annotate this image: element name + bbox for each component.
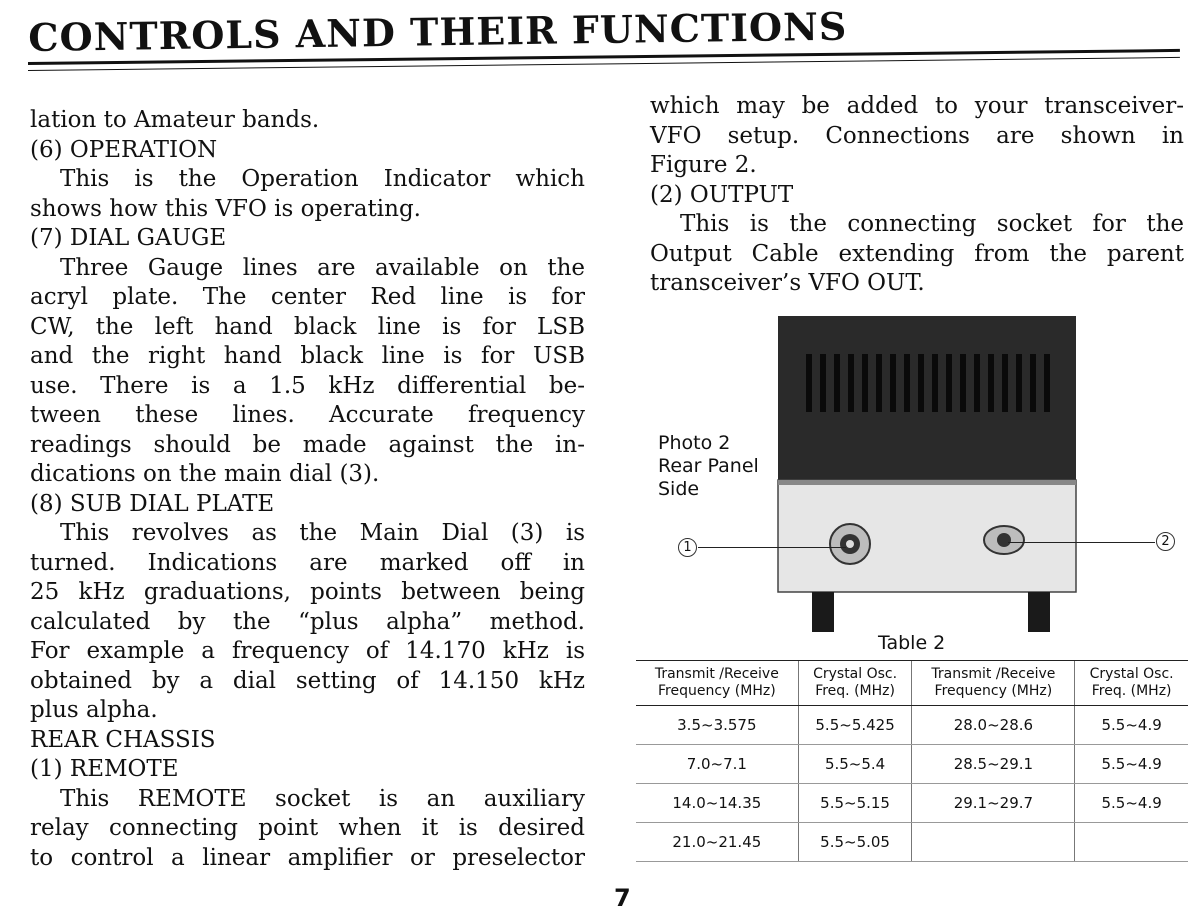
table-cell: 28.0~28.6 [912, 706, 1075, 745]
section-heading-operation: (6) OPERATION [30, 136, 218, 163]
text-line: turned. Indications are marked off in [30, 549, 585, 576]
table-cell: 5.5~4.9 [1075, 745, 1188, 784]
text-line: Output Cable extending from the parent [650, 240, 1184, 267]
table-cell [1075, 823, 1188, 862]
table-header-cell [798, 661, 912, 706]
text-line: use. There is a 1.5 kHz differential be- [30, 372, 585, 399]
text-line: acryl plate. The center Red line is for [30, 284, 585, 310]
table-cell: 5.5~5.425 [798, 706, 912, 745]
text-line: plus alpha. [30, 697, 158, 723]
text-line: obtained by a dial setting of 14.150 kHz [30, 667, 585, 694]
table-cell: 5.5~4.9 [1075, 784, 1188, 823]
rear-panel-photo [776, 314, 1078, 632]
left-column [30, 106, 585, 873]
header-line: Transmit /Receive [654, 666, 779, 682]
section-heading-sub-dial-plate: (8) SUB DIAL PLATE [30, 490, 275, 517]
table-row [636, 706, 1188, 745]
text-line: CW, the left hand black line is for LSB [30, 313, 585, 340]
photo-caption [658, 432, 759, 501]
section-heading-dial-gauge: (7) DIAL GAUGE [30, 225, 227, 251]
text-line: This is the connecting socket for the [680, 211, 1184, 237]
right-column [650, 92, 1184, 299]
header-line: Freq. (MHz) [1091, 683, 1172, 699]
photo-caption-line: Rear Panel [658, 455, 759, 477]
callout-1-leader [698, 547, 846, 548]
text-line: transceiver’s VFO OUT. [650, 270, 925, 296]
table-cell: 21.0~21.45 [636, 823, 798, 862]
text-line: This revolves as the Main Dial (3) is [60, 520, 585, 546]
table-header-cell [912, 661, 1075, 706]
text-line: which may be added to your transceiver- [650, 93, 1184, 119]
frequency-table [636, 660, 1188, 862]
page-number: 7 [614, 884, 631, 912]
text-line: tween these lines. Accurate frequency [30, 402, 585, 428]
header-line: Frequency (MHz) [658, 683, 776, 699]
text-line: 25 kHz graduations, points between being [30, 579, 585, 605]
table-cell: 5.5~5.15 [798, 784, 912, 823]
table-title: Table 2 [878, 632, 946, 654]
section-heading-output: (2) OUTPUT [650, 181, 794, 208]
text-line: calculated by the “plus alpha” method. [30, 608, 585, 635]
header-line: Frequency (MHz) [934, 683, 1053, 699]
text-line: Three Gauge lines are available on the [60, 254, 585, 281]
callout-1-badge: 1 [678, 538, 697, 557]
text-line: This is the Operation Indicator which [60, 166, 585, 192]
header-line: Transmit /Receive [931, 666, 1056, 682]
text-line: readings should be made against the in- [30, 431, 585, 458]
text-line: dications on the main dial (3). [30, 461, 380, 487]
page-title: CONTROLS AND THEIR FUNCTIONS [28, 3, 848, 60]
table-header-row [636, 661, 1188, 706]
text-line: relay connecting point when it is desired [30, 815, 585, 841]
header-line: Crystal Osc. [1089, 666, 1174, 682]
table-cell: 29.1~29.7 [912, 784, 1075, 823]
photo-caption-line: Photo 2 [658, 432, 731, 454]
text-line: Figure 2. [650, 152, 757, 178]
table-row [636, 784, 1188, 823]
header-line: Crystal Osc. [813, 666, 898, 682]
table-cell [912, 823, 1075, 862]
table-cell: 28.5~29.1 [912, 745, 1075, 784]
callout-2-badge: 2 [1156, 532, 1175, 551]
photo-caption-line: Side [658, 478, 700, 500]
section-heading-remote: (1) REMOTE [30, 756, 179, 782]
table-cell: 3.5~3.575 [636, 706, 798, 745]
text-line: For example a frequency of 14.170 kHz is [30, 638, 585, 664]
table-header-cell [636, 661, 798, 706]
table-cell: 5.5~5.4 [798, 745, 912, 784]
text-line: This REMOTE socket is an auxiliary [60, 785, 585, 812]
table-cell: 5.5~4.9 [1075, 706, 1188, 745]
text-line: VFO setup. Connections are shown in [650, 122, 1184, 149]
table-row [636, 745, 1188, 784]
table-header-cell [1075, 661, 1188, 706]
table-cell: 7.0~7.1 [636, 745, 798, 784]
text-line: and the right hand black line is for USB [30, 343, 585, 369]
text-line: to control a linear amplifier or preselector [30, 844, 585, 871]
header-line: Freq. (MHz) [815, 683, 895, 699]
text-line: lation to Amateur bands. [30, 107, 320, 133]
callout-2-leader [1008, 542, 1155, 543]
table-row [636, 823, 1188, 862]
table-cell: 14.0~14.35 [636, 784, 798, 823]
text-line: shows how this VFO is operating. [30, 195, 421, 222]
section-heading-rear-chassis: REAR CHASSIS [30, 726, 216, 753]
table-cell: 5.5~5.05 [798, 823, 912, 862]
